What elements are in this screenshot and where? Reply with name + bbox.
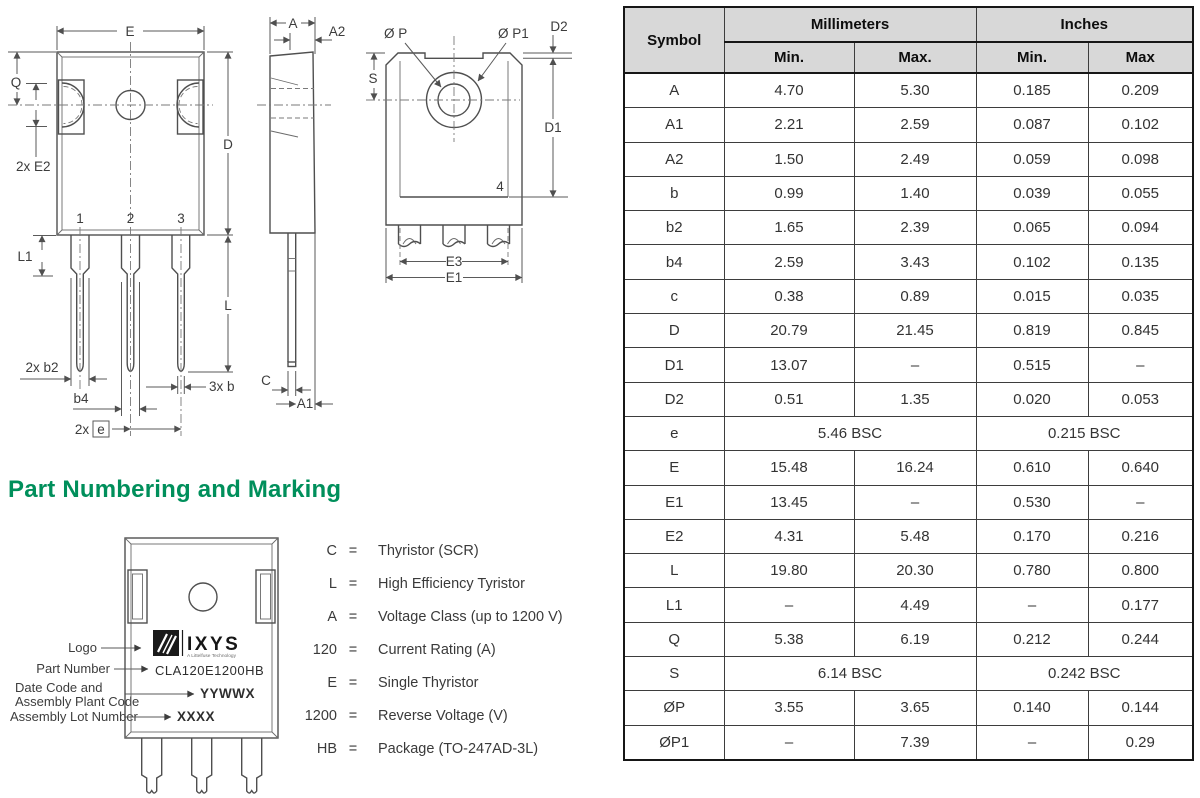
symbol-cell: b [624, 176, 724, 210]
legend-separator: = [348, 707, 358, 724]
in-max-cell: – [1088, 348, 1193, 382]
symbol-cell: A2 [624, 142, 724, 176]
legend-code: 1200 [304, 707, 337, 724]
symbol-cell: A1 [624, 108, 724, 142]
dim-label-P: Ø P [384, 26, 408, 41]
mm-max-cell: 2.39 [854, 211, 976, 245]
legend-meaning: High Efficiency Tyristor [378, 575, 525, 592]
mm-max-cell: 5.48 [854, 519, 976, 553]
symbol-cell: b4 [624, 245, 724, 279]
pin1-label: 1 [76, 211, 84, 226]
in-min-cell: 0.780 [976, 554, 1088, 588]
in-min-cell: 0.170 [976, 519, 1088, 553]
mm-min-cell: 1.50 [724, 142, 854, 176]
table-row [624, 657, 1193, 691]
in-min-cell: 0.819 [976, 314, 1088, 348]
table-row [624, 176, 1193, 210]
mm-max-cell: 6.19 [854, 622, 976, 656]
part-number-legend [283, 534, 613, 765]
pin2-label: 2 [126, 211, 135, 226]
header-symbol: Symbol [624, 7, 724, 73]
legend-row [283, 534, 613, 567]
dim-label-A2: A2 [328, 24, 346, 39]
dimension-table [623, 6, 1194, 761]
dim-label-A1: A1 [296, 396, 314, 411]
mm-max-cell: 7.39 [854, 725, 976, 760]
mm-span-cell: 5.46 BSC [724, 416, 976, 450]
brand-tagline: A Littelfuse Technology [187, 654, 236, 659]
mm-min-cell: – [724, 588, 854, 622]
symbol-cell: D [624, 314, 724, 348]
marked-lot-code: XXXX [177, 709, 216, 724]
in-max-cell: 0.102 [1088, 108, 1193, 142]
mm-max-cell: 5.30 [854, 73, 976, 108]
dim-label-D2: D2 [550, 19, 568, 34]
in-max-cell: 0.640 [1088, 451, 1193, 485]
legend-code: L [328, 575, 337, 592]
pin3-label: 3 [177, 211, 185, 226]
symbol-cell: S [624, 657, 724, 691]
table-row [624, 108, 1193, 142]
pin4-label: 4 [496, 179, 504, 194]
front-view [8, 24, 235, 437]
in-max-cell: 0.216 [1088, 519, 1193, 553]
dim-label-D: D [223, 137, 233, 152]
legend-row [283, 732, 613, 765]
legend-row [283, 567, 613, 600]
dim-label-S: S [368, 71, 378, 86]
mm-max-cell: 16.24 [854, 451, 976, 485]
header-mm-min: Min. [724, 42, 854, 73]
dim-label-L1: L1 [17, 249, 33, 264]
mm-max-cell: 1.35 [854, 382, 976, 416]
in-span-cell: 0.242 BSC [976, 657, 1193, 691]
section-title: Part Numbering and Marking [8, 476, 342, 503]
in-max-cell: 0.800 [1088, 554, 1193, 588]
mm-max-cell: – [854, 348, 976, 382]
mm-span-cell: 6.14 BSC [724, 657, 976, 691]
legend-meaning: Current Rating (A) [378, 641, 496, 658]
dim-label-A: A [288, 16, 298, 31]
symbol-cell: L [624, 554, 724, 588]
mm-max-cell: – [854, 485, 976, 519]
in-max-cell: 0.244 [1088, 622, 1193, 656]
table-row [624, 519, 1193, 553]
marked-date-code: YYWWX [200, 686, 255, 701]
mm-max-cell: 3.43 [854, 245, 976, 279]
legend-meaning: Thyristor (SCR) [378, 542, 479, 559]
legend-code: 120 [312, 641, 337, 658]
table-row [624, 554, 1193, 588]
legend-row [283, 600, 613, 633]
table-row [624, 588, 1193, 622]
in-max-cell: 0.144 [1088, 691, 1193, 725]
legend-separator: = [348, 740, 358, 757]
callout-logo: Logo [68, 640, 97, 655]
in-min-cell: 0.020 [976, 382, 1088, 416]
table-row [624, 211, 1193, 245]
in-max-cell: 0.055 [1088, 176, 1193, 210]
in-max-cell: 0.845 [1088, 314, 1193, 348]
mm-max-cell: 0.89 [854, 279, 976, 313]
dim-label-E: E [125, 24, 135, 39]
in-min-cell: 0.015 [976, 279, 1088, 313]
mm-min-cell: 5.38 [724, 622, 854, 656]
legend-row [283, 633, 613, 666]
dim-label-C: C [261, 373, 271, 388]
dim-label-P1: Ø P1 [498, 26, 529, 41]
symbol-cell: c [624, 279, 724, 313]
brand-text: IXYS [187, 634, 241, 655]
dim-label-L: L [224, 298, 232, 313]
in-min-cell: 0.065 [976, 211, 1088, 245]
in-max-cell: 0.035 [1088, 279, 1193, 313]
marking-leads [142, 738, 262, 793]
mm-min-cell: – [724, 725, 854, 760]
dimension-table-header [624, 7, 1193, 73]
in-max-cell: 0.29 [1088, 725, 1193, 760]
legend-row [283, 666, 613, 699]
mm-min-cell: 0.51 [724, 382, 854, 416]
symbol-cell: L1 [624, 588, 724, 622]
mm-min-cell: 2.21 [724, 108, 854, 142]
table-row [624, 725, 1193, 760]
side-view [257, 16, 345, 411]
header-inches: Inches [976, 7, 1193, 42]
mm-min-cell: 13.07 [724, 348, 854, 382]
table-row [624, 142, 1193, 176]
legend-meaning: Single Thyristor [378, 674, 479, 691]
dimension-table-body [624, 73, 1193, 760]
legend-code: HB [316, 740, 337, 757]
table-row [624, 348, 1193, 382]
symbol-cell: E [624, 451, 724, 485]
mm-min-cell: 1.65 [724, 211, 854, 245]
mm-min-cell: 2.59 [724, 245, 854, 279]
in-min-cell: 0.610 [976, 451, 1088, 485]
symbol-cell: e [624, 416, 724, 450]
header-millimeters: Millimeters [724, 7, 976, 42]
package-outline-drawing [0, 0, 620, 460]
in-max-cell: 0.098 [1088, 142, 1193, 176]
callout-date-code-line1: Date Code and [15, 680, 103, 695]
mm-max-cell: 3.65 [854, 691, 976, 725]
in-min-cell: 0.185 [976, 73, 1088, 108]
symbol-cell: A [624, 73, 724, 108]
mm-max-cell: 2.59 [854, 108, 976, 142]
symbol-cell: D1 [624, 348, 724, 382]
dim-label-Q: Q [10, 75, 22, 90]
symbol-cell: E1 [624, 485, 724, 519]
in-min-cell: 0.515 [976, 348, 1088, 382]
legend-code: C [326, 542, 337, 559]
header-in-min: Min. [976, 42, 1088, 73]
mm-max-cell: 20.30 [854, 554, 976, 588]
header-in-max: Max [1088, 42, 1193, 73]
legend-meaning: Voltage Class (up to 1200 V) [378, 608, 563, 625]
header-mm-max: Max. [854, 42, 976, 73]
mm-min-cell: 19.80 [724, 554, 854, 588]
mm-min-cell: 0.99 [724, 176, 854, 210]
mm-max-cell: 2.49 [854, 142, 976, 176]
marked-part-number: CLA120E1200HB [155, 663, 265, 678]
dim-label-D1: D1 [544, 120, 562, 135]
in-max-cell: 0.177 [1088, 588, 1193, 622]
callout-part-number: Part Number [36, 661, 110, 676]
legend-meaning: Reverse Voltage (V) [378, 707, 508, 724]
in-max-cell: 0.209 [1088, 73, 1193, 108]
legend-meaning: Package (TO-247AD-3L) [378, 740, 539, 757]
mm-min-cell: 15.48 [724, 451, 854, 485]
mm-max-cell: 4.49 [854, 588, 976, 622]
in-max-cell: 0.094 [1088, 211, 1193, 245]
mm-min-cell: 4.70 [724, 73, 854, 108]
in-min-cell: 0.039 [976, 176, 1088, 210]
mm-min-cell: 4.31 [724, 519, 854, 553]
table-row [624, 314, 1193, 348]
mm-min-cell: 13.45 [724, 485, 854, 519]
dim-label-e: e [97, 422, 105, 437]
dim-label-E3: E3 [445, 254, 463, 269]
dim-label-e-prefix: 2x [74, 422, 90, 437]
symbol-cell: ØP1 [624, 725, 724, 760]
table-row [624, 279, 1193, 313]
in-min-cell: – [976, 725, 1088, 760]
legend-row [283, 699, 613, 732]
callout-lot-number: Assembly Lot Number [10, 709, 138, 724]
in-min-cell: – [976, 588, 1088, 622]
ixys-logo [153, 630, 240, 659]
dim-label-b2: 2x b2 [25, 360, 59, 375]
symbol-cell: Q [624, 622, 724, 656]
symbol-cell: E2 [624, 519, 724, 553]
mm-min-cell: 3.55 [724, 691, 854, 725]
in-min-cell: 0.059 [976, 142, 1088, 176]
rear-lead-stubs [399, 225, 510, 247]
table-row [624, 245, 1193, 279]
dim-label-E1: E1 [445, 270, 463, 285]
in-min-cell: 0.087 [976, 108, 1088, 142]
legend-code: E [327, 674, 337, 691]
table-row [624, 382, 1193, 416]
legend-separator: = [348, 608, 358, 625]
legend-code: A [327, 608, 337, 625]
dim-label-b4: b4 [73, 391, 89, 406]
legend-separator: = [348, 674, 358, 691]
legend-separator: = [348, 542, 358, 559]
legend-separator: = [348, 575, 358, 592]
in-min-cell: 0.102 [976, 245, 1088, 279]
in-min-cell: 0.212 [976, 622, 1088, 656]
symbol-cell: D2 [624, 382, 724, 416]
in-max-cell: – [1088, 485, 1193, 519]
symbol-cell: ØP [624, 691, 724, 725]
table-row [624, 691, 1193, 725]
dim-label-b: 3x b [209, 379, 235, 394]
mm-min-cell: 0.38 [724, 279, 854, 313]
table-row [624, 73, 1193, 108]
table-row [624, 451, 1193, 485]
mm-max-cell: 21.45 [854, 314, 976, 348]
rear-view [366, 19, 572, 285]
callout-date-code-line2: Assembly Plant Code [15, 694, 140, 709]
legend-separator: = [348, 641, 358, 658]
in-min-cell: 0.530 [976, 485, 1088, 519]
in-min-cell: 0.140 [976, 691, 1088, 725]
table-row [624, 485, 1193, 519]
table-row [624, 622, 1193, 656]
in-max-cell: 0.135 [1088, 245, 1193, 279]
dim-label-E2: 2x E2 [16, 159, 51, 174]
mm-min-cell: 20.79 [724, 314, 854, 348]
table-row [624, 416, 1193, 450]
mm-max-cell: 1.40 [854, 176, 976, 210]
in-max-cell: 0.053 [1088, 382, 1193, 416]
in-span-cell: 0.215 BSC [976, 416, 1193, 450]
symbol-cell: b2 [624, 211, 724, 245]
